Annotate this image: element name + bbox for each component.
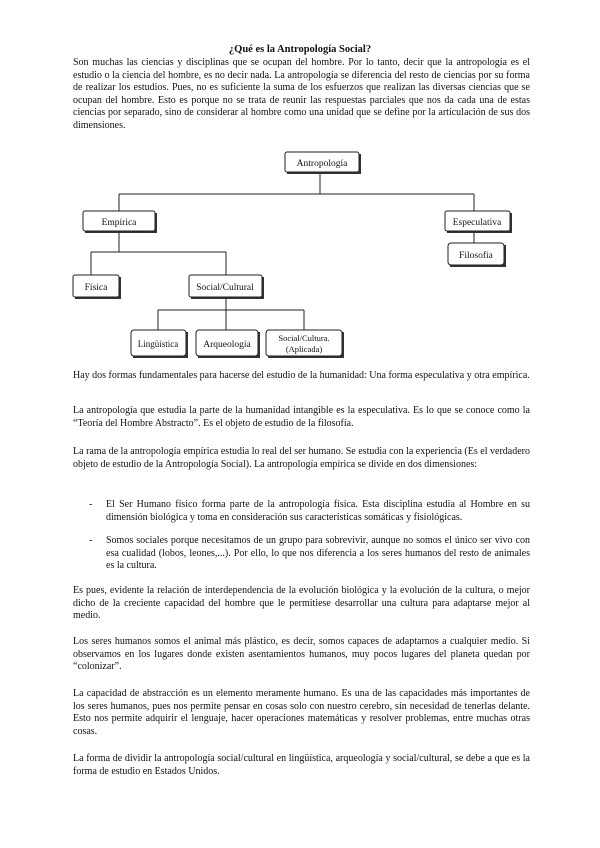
label-arqueologia: Arqueología <box>203 340 251 350</box>
label-social-aplicada-2: (Aplicada) <box>285 344 323 354</box>
bullet-item: Somos sociales porque necesitamos de un grupo para sobrevivir, aunque no somos el único ser vivo con esa cualidad (lobos, leones,...). Por ello, lo que nos diferencia a los seres humanos del resto de animales es la cultura. <box>106 535 530 572</box>
bullet-item: El Ser Humano físico forma parte de la antropología física. Esta disciplina estudia al Hombre en su dimensión biológica y toma en consideración sus características somáticas y fisiológicas. <box>106 499 530 523</box>
label-empirica: Empírica <box>101 218 137 228</box>
label-linguistica: Lingüística <box>137 339 179 349</box>
paragraph-1: Hay dos formas fundamentales para hacerse del estudio de la humanidad: Una forma especulativa y otra empírica. <box>73 370 530 381</box>
label-social-aplicada-1: Social/Cultura. <box>278 333 330 343</box>
page-title: ¿Qué es la Antropología Social? <box>228 44 372 55</box>
label-especulativa: Especulativa <box>452 218 502 228</box>
label-antropologia: Antropología <box>296 159 348 169</box>
paragraph-2: La antropología que estudia la parte de la humanidad intangible es la especulativa. Es lo que se conoce como la “Teoría del Hombre Abstracto”. Es el objeto de estudio de la filosofía. <box>73 405 530 429</box>
label-social-cultural: Social/Cultural <box>196 283 254 293</box>
label-filosofia: Filosofía <box>459 251 493 261</box>
bullet-dash: - <box>89 499 93 510</box>
paragraph-4: Es pues, evidente la relación de interdependencia de la evolución biológica y la evolución de la cultura, o mejor dicho de la creciente capacidad del hombre que le permitiese desarrollar una cultura para adaptarse mejor al medio. <box>73 585 530 622</box>
paragraph-7: La forma de dividir la antropología social/cultural en lingüística, arqueología y social/cultural, se debe a que es la forma de estudio en Estados Unidos. <box>73 753 530 777</box>
label-fisica: Física <box>84 283 108 293</box>
paragraph-5: Los seres humanos somos el animal más plástico, es decir, somos capaces de adaptarnos a cualquier medio. Si observamos en los lugares donde existen asentamientos humanos, muy pocos lugares del planeta quedan por “colonizar”. <box>73 636 530 673</box>
bullet-dash: - <box>89 535 93 546</box>
intro-paragraph: Son muchas las ciencias y disciplinas que se ocupan del hombre. Por lo tanto, decir que la antropología es el estudio o la ciencia del hombre, es no decir nada. La antropología se diferencia del resto de ciencias por su forma de realizar los estudios. Pues, no es suficiente la suma de los esfuerzos que realizan las diversas ciencias que se ocupan del hombre. Esto es porque no se trata de reunir las respuestas parciales que nos da cada una de estas ciencias por separado, sino de considerar al hombre como una unidad que se define por la articulación de sus dos dimensiones. <box>73 57 530 131</box>
paragraph-3: La rama de la antropología empírica estudia lo real del ser humano. Se estudia con la experiencia (Es el verdadero objeto de estudio de la Antropología Social). La antropología empírica se divide en dos dimensiones: <box>73 446 530 470</box>
paragraph-6: La capacidad de abstracción es un elemento meramente humano. Es una de las capacidades más importantes de los seres humanos, pues nos permite pensar en cosas solo con nuestro cerebro, sin necesidad de tenerlas delante. Esto nos permite adquirir el lenguaje, hacer operaciones matemáticas y resolver problemas, entre muchas otras cosas. <box>73 688 530 737</box>
